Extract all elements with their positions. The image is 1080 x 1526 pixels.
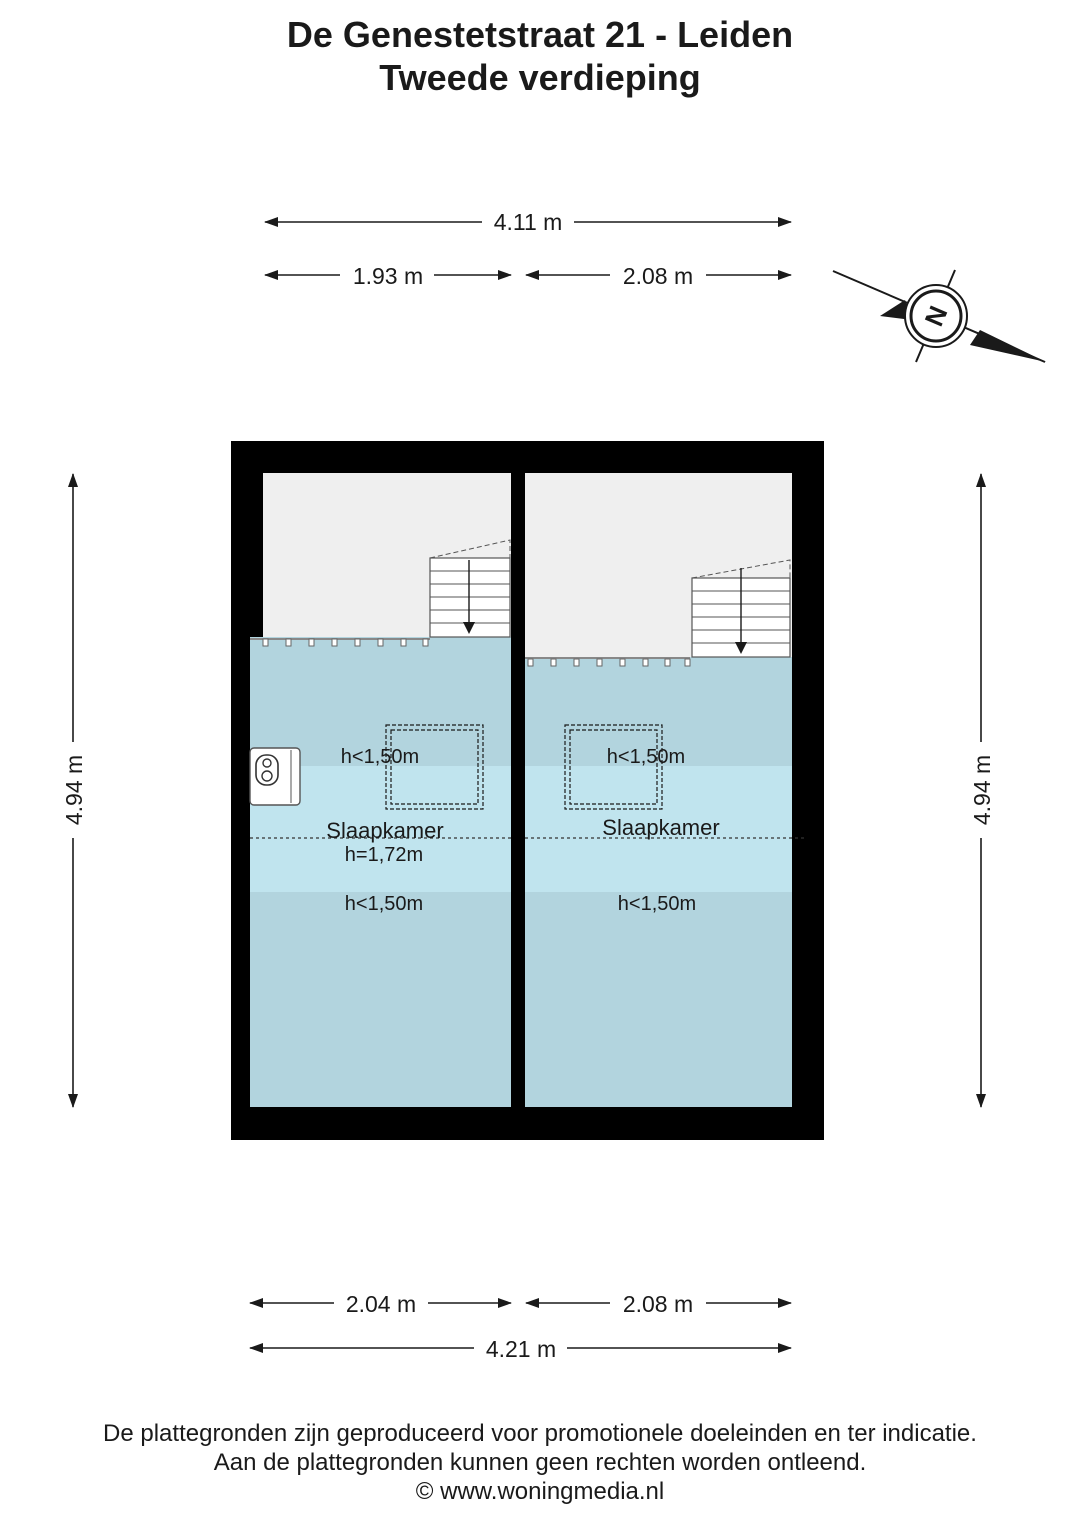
room-name: Slaapkamer xyxy=(326,818,444,843)
floor-subtitle: Tweede verdieping xyxy=(379,57,701,98)
dimension-label: 1.93 m xyxy=(352,263,424,289)
ceiling-height-label: h<1,50m xyxy=(606,746,686,768)
dimension-label: 4.94 m xyxy=(969,754,995,826)
dimension-label: 4.11 m xyxy=(493,209,563,235)
ceiling-height-label: h<1,50m xyxy=(340,746,420,768)
dimension-label: 4.21 m xyxy=(485,1336,557,1362)
compass-letter: N xyxy=(918,301,954,331)
ceiling-height-label: h<1,50m xyxy=(344,893,424,915)
room-name: Slaapkamer xyxy=(602,815,720,840)
dimension-bottom-right xyxy=(526,1291,791,1317)
dimension-label: 2.04 m xyxy=(345,1291,417,1317)
dimension-top-total xyxy=(265,209,791,235)
page-title: De Genestetstraat 21 - Leiden xyxy=(286,14,794,55)
ceiling-height-label: h<1,50m xyxy=(617,893,697,915)
copyright-link[interactable]: © www.woningmedia.nl xyxy=(415,1478,665,1505)
room-right xyxy=(525,473,806,1107)
dimension-bottom-total xyxy=(250,1336,791,1362)
dimension-label: 2.08 m xyxy=(622,263,694,289)
dimension-label: 4.94 m xyxy=(61,754,87,826)
dimension-left-height xyxy=(61,474,87,1107)
dimension-top-left xyxy=(265,263,511,289)
dimension-right-height xyxy=(969,474,995,1107)
dimension-bottom-left xyxy=(250,1291,511,1317)
dimension-top-right xyxy=(526,263,791,289)
room-left xyxy=(250,473,511,1107)
compass-icon xyxy=(833,270,1046,362)
disclaimer-line-2: Aan de plattegronden kunnen geen rechten worden ontleend. xyxy=(213,1449,867,1476)
boiler-icon xyxy=(250,748,300,805)
disclaimer-line-1: De plattegronden zijn geproduceerd voor promotionele doeleinden en ter indicatie. xyxy=(103,1420,977,1447)
ceiling-height-label: h=1,72m xyxy=(344,844,424,866)
dimension-label: 2.08 m xyxy=(622,1291,694,1317)
